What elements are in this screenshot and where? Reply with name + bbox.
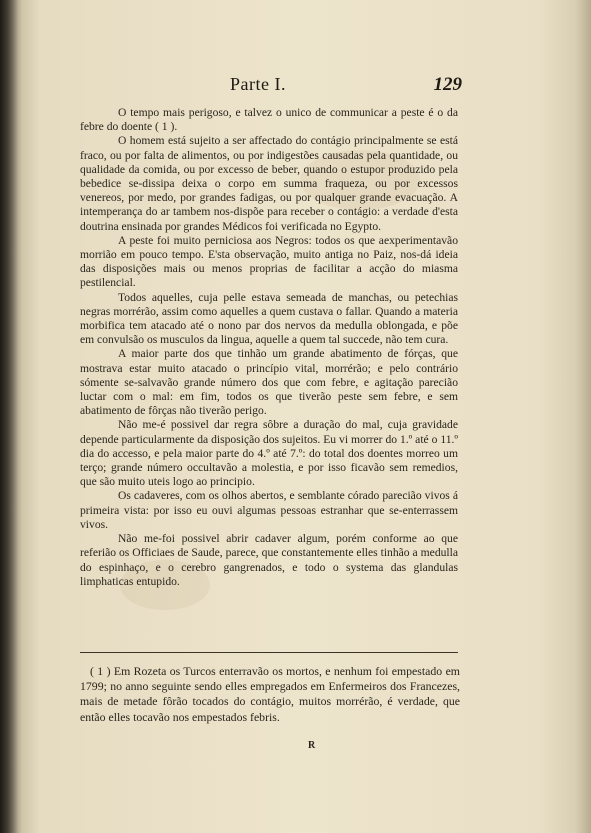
page-header (80, 74, 460, 100)
footnote-divider (80, 652, 458, 653)
running-title: Parte I. (230, 74, 286, 94)
paragraph: Todos aquelles, cuja pelle estava semeada de manchas, ou petechias negras morrérão, assim como aquelles a quem custava o fallar. Quando a materia morbifica tem atacado até o nono par dos nervos da medulla oblongada, e põe em convulsão os musculos da lingua, aquelle a quem tal succede, não tem cura. (80, 290, 458, 347)
paragraph: Os cadaveres, com os olhos abertos, e semblante córado parecião vivos á primeira vista: por isso eu ouvi algumas pessoas estranhar que se-enterrassem vivos. (80, 489, 458, 531)
paragraph: O tempo mais perigoso, e talvez o unico de communicar a peste é o da febre do doente ( 1 ). (80, 106, 458, 134)
footnote-text: ( 1 ) Em Rozeta os Turcos enterravão os mortos, e nenhum foi empestado em 1799; no anno seguinte sendo elles empregados em Enfermeiros dos Francezes, mais de metade fôrão tocados do contágio, muitos morrérão, é verdade, que então elles tocavão nos empestados febris. (80, 664, 460, 724)
paragraph: A peste foi muito perniciosa aos Negros: todos os que aexperimentavão morrião em pouco tempo. E'sta observação, muito antiga no Paiz, nos-dá ideia das disposições mais ou menos proprias de facilitar a acção do miasma pestilencial. (80, 233, 458, 290)
paragraph: Não me-foi possivel abrir cadaver algum, porém conforme ao que referião os Officiaes de Saude, parece, que constantemente elles tinhão a medulla do espinhaço, e o cerebro gangrenados, e todo o systema das glandulas limphaticas entupido. (80, 532, 458, 588)
paragraph: A maior parte dos que tinhão um grande abatimento de fórças, que mostrava estar muito atacado o princípio vital, morrérão; e pelo contrário sómente se-salvavão grande número dos que com febre, e agitação parecião luctar com o mal: em fim, todos os que tiverão peste sem febre, e sem abatimento de fôrças não tiverão perigo. (80, 347, 458, 418)
paragraph: O homem está sujeito a ser affectado do contágio principalmente se está fraco, ou por falta de alimentos, ou por indigestões causadas pela quantidade, ou qualidade da comida, ou por excesso de beber, quando o estupor produzido pela bebedice se-dissipa deixa o corpo em summa fraqueza, ou por excessos venereos, por medo, por grandes fadigas, ou por qualquer grande evacuação. A intemperança do ar tambem nos-dispõe para receber o contágio: a verdade d'esta doutrina ensinada por grandes Médicos foi verificada no Egypto. (80, 134, 458, 233)
footnote (80, 664, 460, 725)
paragraph: Não me-é possivel dar regra sôbre a duração do mal, cuja gravidade depende particularmente da disposição dos sujeitos. Eu vi morrer do 1.º até o 11.º dia do accesso, e pela maior parte do 4.º até 7.º: do total dos doentes morreo um terço; grande número occultavão a molestia, e por isso ficavão sem remedios, que são muito uteis logo ao principio. (80, 418, 458, 489)
binding-shadow (0, 0, 22, 833)
body-text (80, 106, 458, 589)
page-number: 129 (433, 74, 462, 95)
signature-mark: R (308, 740, 316, 751)
